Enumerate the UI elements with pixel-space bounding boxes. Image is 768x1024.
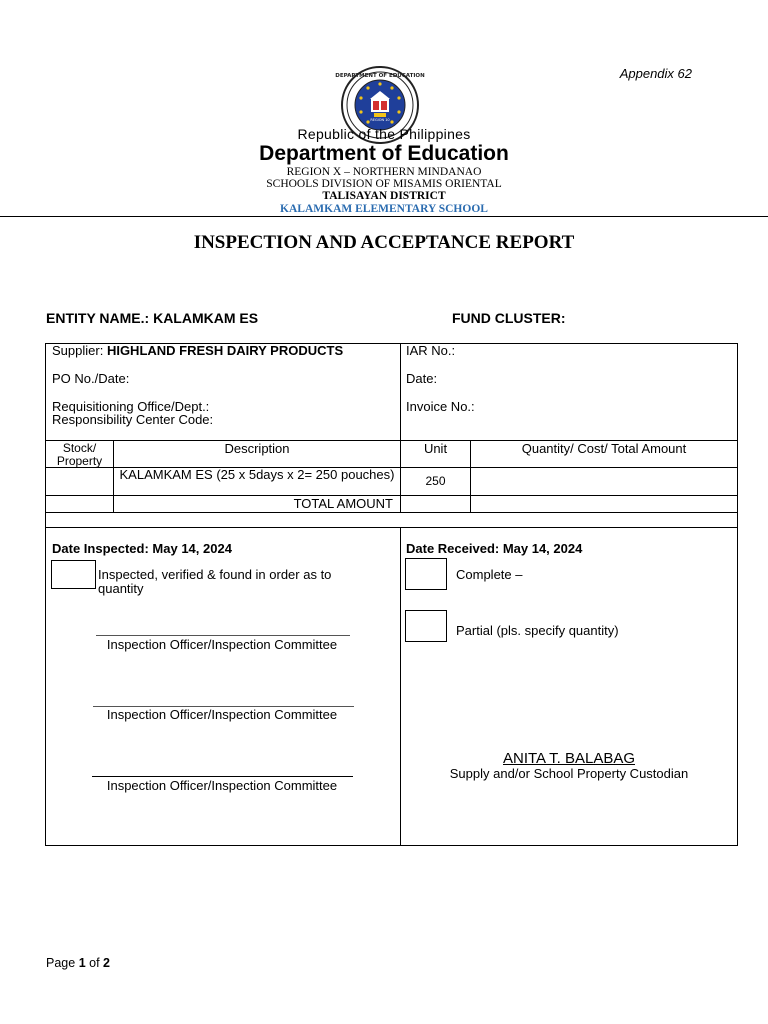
custodian-name: ANITA T. BALABAG <box>503 750 635 767</box>
report-title: INSPECTION AND ACCEPTANCE REPORT <box>193 232 575 253</box>
requisitioning-label: Requisitioning Office/Dept.: <box>52 399 210 414</box>
page-word: Page <box>46 956 76 970</box>
partial-label: Partial (pls. specify quantity) <box>456 623 619 638</box>
supplier-label: Supplier: <box>52 343 104 358</box>
svg-text:DEPARTMENT OF EDUCATION: DEPARTMENT OF EDUCATION <box>335 73 425 79</box>
supplier-row <box>52 344 343 358</box>
division-line: SCHOOLS DIVISION OF MISAMIS ORIENTAL <box>266 178 502 190</box>
iar-label: IAR No.: <box>406 343 456 358</box>
region-line: REGION X – NORTHERN MINDANAO <box>286 166 482 178</box>
fund-cluster: FUND CLUSTER: <box>452 310 566 326</box>
custodian-title: Supply and/or School Property Custodian <box>449 766 689 781</box>
page-number <box>46 956 110 970</box>
school-line: KALAMKAM ELEMENTARY SCHOOL <box>280 203 488 215</box>
header-divider <box>0 216 768 217</box>
inspection-officer-label: Inspection Officer/Inspection Committee <box>106 778 338 793</box>
svg-text:REGION 10: REGION 10 <box>370 118 390 122</box>
invoice-label: Invoice No.: <box>406 399 475 414</box>
responsibility-label: Responsibility Center Code: <box>52 412 214 427</box>
republic-heading: Republic of the Philippines <box>297 126 471 142</box>
date-received: Date Received: May 14, 2024 <box>406 541 583 556</box>
appendix-label: Appendix 62 <box>619 66 692 81</box>
complete-label: Complete – <box>456 567 523 582</box>
department-heading: Department of Education <box>259 142 509 165</box>
item-description: KALAMKAM ES (25 x 5days x 2= 250 pouches) <box>119 467 395 482</box>
inspected-label: Inspected, verified & found in order as to quantity <box>98 567 332 596</box>
partial-checkbox[interactable] <box>405 610 447 642</box>
column-header-unit: Unit <box>423 441 448 456</box>
column-header-stock: Stock/ Property <box>56 441 103 468</box>
page-total: 2 <box>103 956 110 970</box>
column-header-quantity: Quantity/ Cost/ Total Amount <box>521 441 687 456</box>
date-label: Date: <box>406 371 438 386</box>
item-unit: 250 <box>425 474 446 488</box>
inspected-checkbox[interactable] <box>51 560 96 589</box>
inspection-officer-label: Inspection Officer/Inspection Committee <box>106 707 338 722</box>
column-header-description: Description <box>224 441 290 456</box>
total-amount-label: TOTAL AMOUNT <box>293 496 393 511</box>
page-of: of <box>89 956 100 970</box>
po-label: PO No./Date: <box>52 371 130 386</box>
signature-line <box>92 776 353 777</box>
signature-line <box>96 635 350 636</box>
supplier-value: HIGHLAND FRESH DAIRY PRODUCTS <box>106 343 344 358</box>
page-current: 1 <box>78 956 86 970</box>
entity-name: ENTITY NAME.: KALAMKAM ES <box>46 310 259 326</box>
inspection-officer-label: Inspection Officer/Inspection Committee <box>106 637 338 652</box>
district-line: TALISAYAN DISTRICT <box>322 190 446 202</box>
complete-checkbox[interactable] <box>405 558 447 590</box>
date-inspected: Date Inspected: May 14, 2024 <box>52 541 232 556</box>
